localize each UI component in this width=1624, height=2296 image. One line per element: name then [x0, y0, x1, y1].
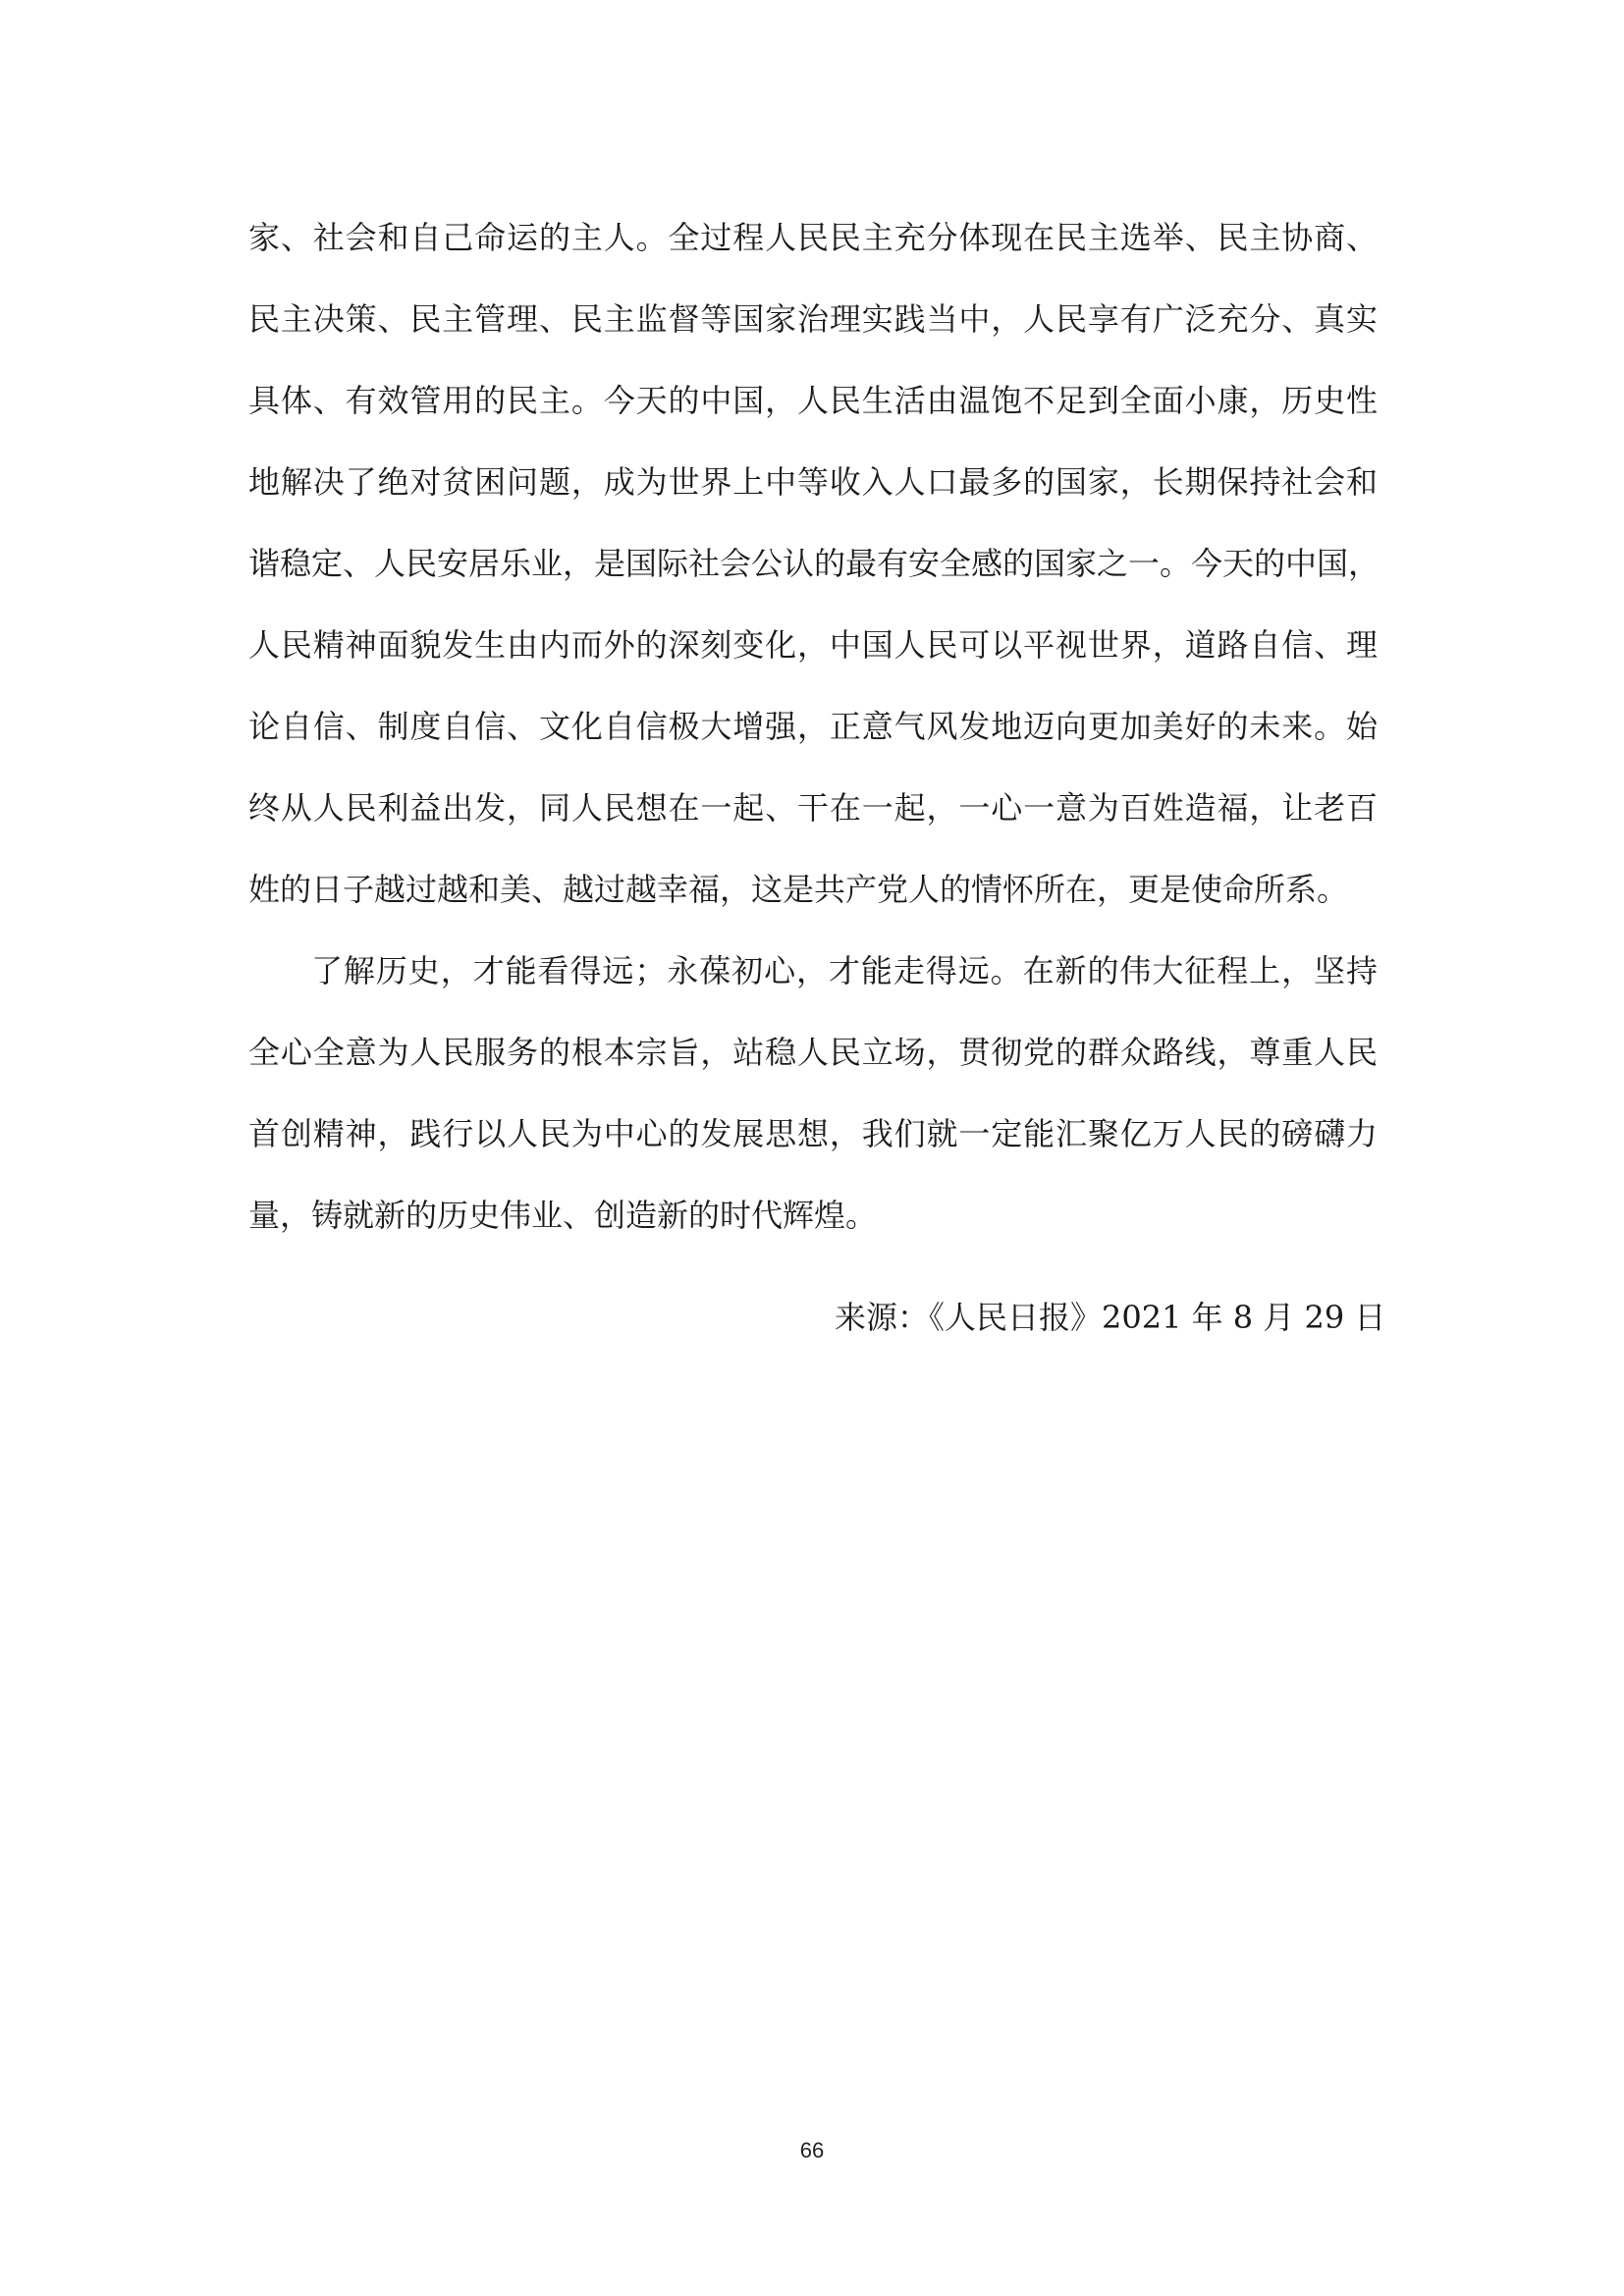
paragraph-line: 姓的日子越过越和美、越过越幸福，这是共产党人的情怀所在，更是使命所系。 [248, 871, 1349, 908]
paragraph-line: 终从人民利益出发，同人民想在一起、干在一起，一心一意为百姓造福，让老百 [248, 789, 1378, 827]
paragraph-line: 地解决了绝对贫困问题，成为世界上中等收入人口最多的国家，长期保持社会和 [248, 463, 1378, 501]
paragraph-line: 了解历史，才能看得远；永葆初心，才能走得远。在新的伟大征程上，坚持 [311, 952, 1378, 989]
paragraph-line: 量，铸就新的历史伟业、创造新的时代辉煌。 [248, 1197, 878, 1234]
article-body [248, 218, 1378, 1277]
paragraph-line: 具体、有效管用的民主。今天的中国，人民生活由温饱不足到全面小康，历史性 [248, 382, 1378, 419]
paragraph-line: 人民精神面貌发生由内而外的深刻变化，中国人民可以平视世界，道路自信、理 [248, 626, 1378, 664]
paragraph-line: 全心全意为人民服务的根本宗旨，站稳人民立场，贯彻党的群众路线，尊重人民 [248, 1034, 1378, 1071]
paragraph-line: 民主决策、民主管理、民主监督等国家治理实践当中，人民享有广泛充分、真实 [248, 300, 1378, 338]
paragraph-line: 家、社会和自己命运的主人。全过程人民民主充分体现在民主选举、民主协商、 [248, 219, 1378, 256]
page-number: 66 [799, 2138, 825, 2163]
source-citation: 来源：《人民日报》2021 年 8 月 29 日 [835, 1299, 1386, 1336]
paragraph-line: 谐稳定、人民安居乐业，是国际社会公认的最有安全感的国家之一。今天的中国， [248, 545, 1380, 582]
paragraph-line: 首创精神，践行以人民为中心的发展思想，我们就一定能汇聚亿万人民的磅礴力 [248, 1115, 1378, 1152]
paragraph-line: 论自信、制度自信、文化自信极大增强，正意气风发地迈向更加美好的未来。始 [248, 708, 1378, 745]
